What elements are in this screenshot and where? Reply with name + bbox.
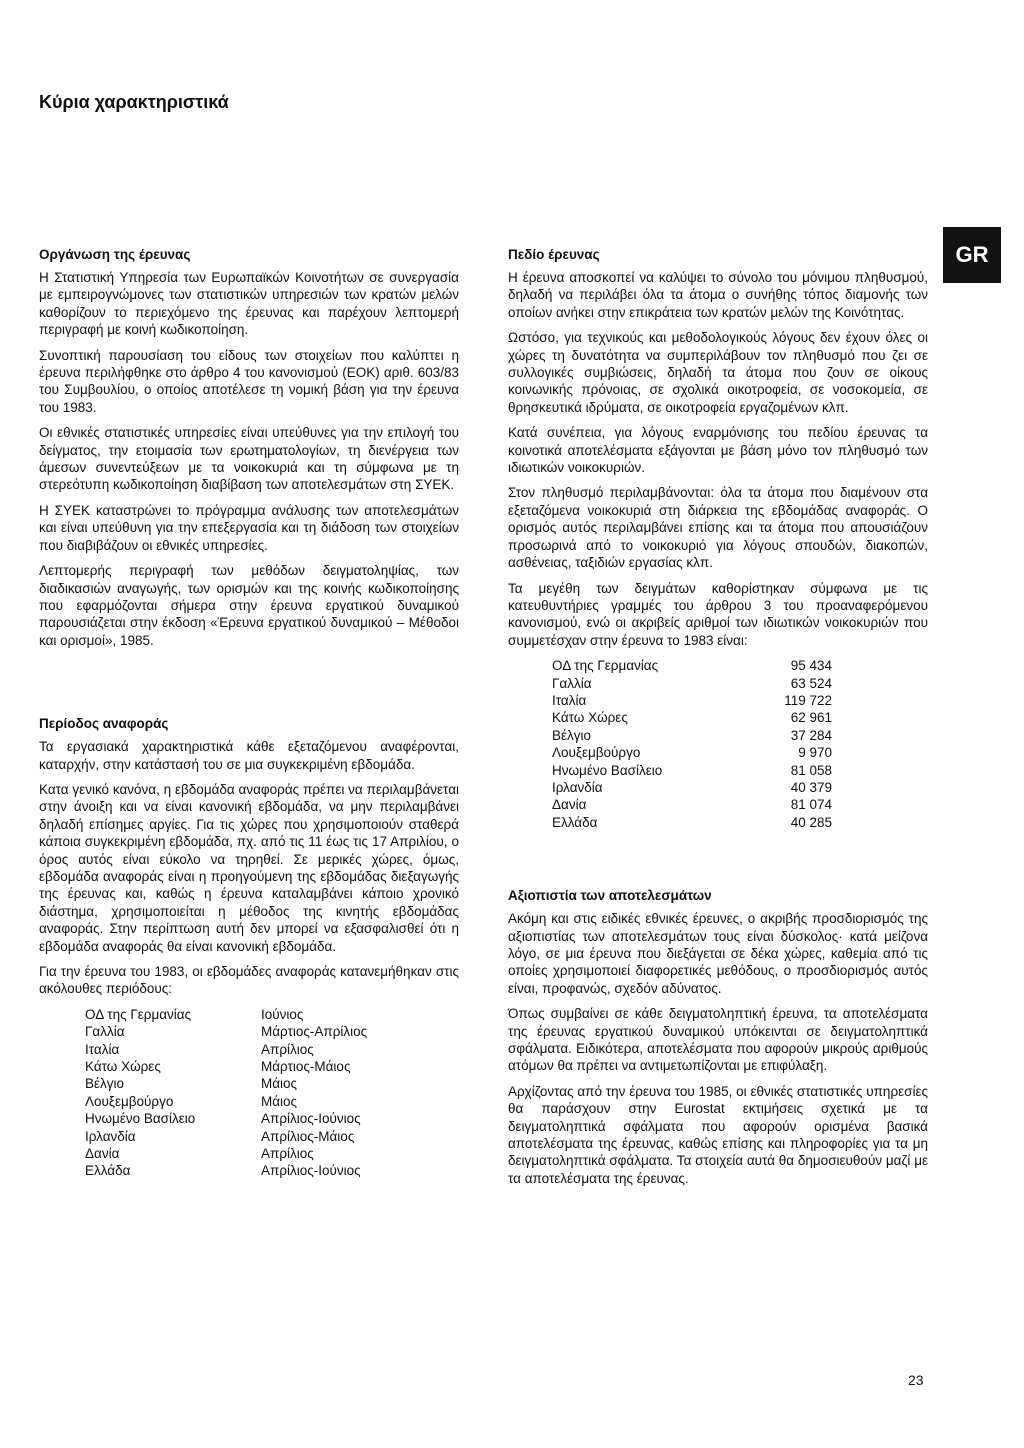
table-row (85, 1145, 367, 1162)
country-cell: Ελλάδα (85, 1163, 131, 1179)
paragraph: Λεπτομερής περιγραφή των μεθόδων δειγματοληψίας, των διαδικασιών αναγωγής, των ορισμών και της κοινής κωδικοποίησης που εφαρμόζονται σήμερα στην έρευνα εργατικού δυναμικού παρουσιάζεται στην έκδοση «Έρευνα εργατικού δυναμικού – Μέθοδοι και ορισμοί», 1985. (39, 563, 459, 648)
paragraph: Τα μεγέθη των δειγμάτων καθορίστηκαν σύμφωνα με τις κατευθυντήριες γραμμές του άρθρου 3 του προαναφερόμενου κανονισμού, ενώ οι ακριβείς αριθμοί των ιδιωτικών νοικοκυριών που συμμετέσχαν στην έρευνα το 1983 είναι: (508, 580, 928, 648)
period-cell: Ιούνιος (261, 1006, 304, 1022)
households-cell: 9 970 (798, 745, 832, 761)
paragraph: Η Στατιστική Υπηρεσία των Ευρωπαϊκών Κοινοτήτων σε συνεργασία με εμπειρογνώμονες των στατιστικών υπηρεσιών των κρατών μελών καθορίζουν το περιεχόμενο της έρευνας και παρέχουν λεπτομερή περιγραφή με κοινή κωδικοποίηση. (39, 270, 459, 338)
paragraph: Ωστόσο, για τεχνικούς και μεθοδολογικούς λόγους δεν έχουν όλες οι χώρες τη δυνατότητα να συμπεριλάβουν τον πληθυσμό που ζει σε συλλογικές συμβιώσεις, δηλαδή τα άτομα που ζουν σε οίκους κοινωνικής πρόνοιας, σε σχολικά οικοτροφεία, σε νοσοκομεία, σε θρησκευτικά ιδρύματα, σε οικοτροφεία εργαζομένων κλπ. (508, 330, 928, 415)
table-row (85, 1162, 367, 1179)
country-cell: ΟΔ της Γερμανίας (85, 1006, 192, 1022)
paragraph: Κατα γενικό κανόνα, η εβδομάδα αναφοράς πρέπει να περιλαμβάνεται στην άνοιξη και να είναι κανονική εβδομάδα, να μην περιλαμβάνει δηλαδή επίσημες αργίες. Για τις χώρες που χρησιμοποιούν σταθερά κάποια συγκεκριμένη εβδομάδα, πχ. από τις 11 έως τις 17 Απριλίου, ο όρος αυτός είναι εύκολο να τηρηθεί. Σε μερικές χώρες, όμως, εβδομάδα αναφοράς είναι η προηγούμενη της εβδομάδας διεξαγωγής της έρευνας και, καθώς η έρευνα καταλαμβάνει κάποιο χρονικό διάστημα, χρησιμοποιείται η μέθοδος της κινητής εβδομάδας αναφοράς. Στην περίπτωση αυτή δεν μπορεί να εξασφαλισθεί ότι η εβδομάδα αναφοράς θα είναι κανονική εβδομάδα. (39, 781, 459, 954)
households-cell: 81 058 (790, 762, 832, 778)
table-row (85, 1058, 367, 1075)
country-cell: ΟΔ της Γερμανίας (552, 658, 659, 674)
paragraph: Για την έρευνα του 1983, οι εβδομάδες αναφοράς κατανεμήθηκαν στις ακόλουθες περιόδους: (39, 964, 459, 997)
country-cell: Βέλγιο (85, 1076, 125, 1092)
country-cell: Ιρλανδία (85, 1128, 136, 1144)
paragraph: Όπως συμβαίνει σε κάθε δειγματοληπτική έρευνα, τα αποτελέσματα της έρευνας εργατικού δυναμικού υπόκεινται σε δειγματοληπτικά σφάλματα. Ειδικότερα, αποτελέσματα που αφορούν μικρούς αριθμούς ατόμων θα πρέπει να αντιμετωπίζονται με επιφύλαξη. (508, 1006, 928, 1074)
country-cell: Κάτω Χώρες (85, 1059, 161, 1075)
table-row (85, 1128, 367, 1145)
paragraph: Ακόμη και στις ειδικές εθνικές έρευνες, ο ακριβής προσδιορισμός της αξιοπιστίας των αποτελεσμάτων τους είναι δύσκολος· κατά μείζονα λόγο, σε μια έρευνα που διεξάγεται σε δέκα χώρες, καθεμία από τις οποίες χρησιμοποιεί διαφορετικές μεθόδους, ο προσδιορισμός αυτός είναι, προφανώς, σχεδόν αδύνατος. (508, 911, 928, 996)
table-row (552, 692, 832, 709)
country-cell: Ιταλία (552, 692, 587, 708)
households-cell: 40 379 (790, 779, 832, 795)
table-row (552, 709, 832, 726)
country-cell: Ελλάδα (552, 814, 598, 830)
country-cell: Ηνωμένο Βασίλειο (85, 1111, 196, 1127)
paragraph: Αρχίζοντας από την έρευνα του 1985, οι εθνικές στατιστικές υπηρεσίες θα παράσχουν στην Eurostat εκτιμήσεις σχετικά με τα δειγματοληπτικά σφάλματα που αφορούν ορισμένα βασικά αποτελέσματα της έρευνας, καθώς επίσης και πληροφορίες για τα μη δειγματοληπτικά σφάλματα. Τα στοιχεία αυτά θα δημοσιευθούν μαζί με τα αποτελέσματα της έρευνας. (508, 1083, 928, 1186)
paragraph: Συνοπτική παρουσίαση του είδους των στοιχείων που καλύπτει η έρευνα περιλήφθηκε στο άρθρο 4 του κανονισμού (ΕΟΚ) αριθ. 603/83 του Συμβουλίου, ο οποίος αποτέλεσε τη νομική βάση για την έρευνα του 1983. (39, 347, 459, 415)
table-row (85, 1093, 367, 1110)
households-cell: 40 285 (790, 814, 832, 830)
page-title: Κύρια χαρακτηριστικά (39, 92, 229, 112)
table-row (552, 796, 832, 813)
table-row (552, 675, 832, 692)
country-cell: Γαλλία (85, 1024, 125, 1040)
paragraph: Κατά συνέπεια, για λόγους εναρμόνισης του πεδίου έρευνας τα κοινοτικά αποτελέσματα εξάγονται με βάση μόνο τον πληθυσμό των ιδιωτικών νοικοκυριών. (508, 425, 928, 476)
country-cell: Βέλγιο (552, 727, 592, 743)
households-cell: 62 961 (790, 710, 832, 726)
paragraph: Στον πληθυσμό περιλαμβάνονται: όλα τα άτομα που διαμένουν στα εξεταζόμενα νοικοκυριά στη διάρκεια της εβδομάδας αναφοράς. Ο ορισμός αυτός περιλαμβάνει επίσης και τα άτομα που απουσιάζουν προσωρινά από το νοικοκυριό για λόγους σπουδών, διακοπών, ασθένειας, ταξιδιών εργασίας κλπ. (508, 485, 928, 571)
table-row (85, 1041, 367, 1058)
period-cell: Απρίλιος (261, 1146, 314, 1162)
country-cell: Ιταλία (85, 1041, 120, 1057)
period-cell: Μάιος (261, 1076, 298, 1092)
paragraph: Τα εργασιακά χαρακτηριστικά κάθε εξεταζόμενου αναφέρονται, καταρχήν, στην κατάστασή του σε μια συγκεκριμένη εβδομάδα. (39, 739, 459, 772)
period-cell: Μάρτιος-Μάιος (261, 1059, 351, 1075)
households-cell: 119 722 (784, 692, 832, 708)
table-row (85, 1023, 367, 1040)
period-cell: Απρίλιος-Ιούνιος (261, 1111, 361, 1127)
paragraph: Η έρευνα αποσκοπεί να καλύψει το σύνολο του μόνιμου πληθυσμού, δηλαδή να περιλάβει όλα τα άτομα ο συνήθης τόπος διαμονής των οποίων ανήκει στην επικράτεια των κρατών μελών της Κοινότητας. (508, 270, 928, 320)
sample-sizes-table (552, 657, 832, 831)
period-cell: Απρίλιος-Μάιος (261, 1128, 355, 1144)
households-cell: 81 074 (790, 797, 832, 813)
country-cell: Κάτω Χώρες (552, 710, 628, 726)
period-cell: Απρίλιος (261, 1041, 314, 1057)
left-column (39, 246, 459, 1180)
page-number: 23 (908, 1372, 924, 1388)
section-heading-reference-period: Περίοδος αναφοράς (39, 716, 169, 732)
country-cell: Ηνωμένο Βασίλειο (552, 762, 663, 778)
country-cell: Δανία (85, 1146, 120, 1162)
section-heading-organisation: Οργάνωση της έρευνας (39, 247, 191, 262)
section-heading-reliability: Αξιοπιστία των αποτελεσμάτων (508, 888, 712, 904)
reference-periods-table (85, 1006, 367, 1180)
right-column (508, 246, 928, 1195)
period-cell: Απρίλιος-Ιούνιος (261, 1163, 361, 1179)
table-row (85, 1110, 367, 1127)
table-row (552, 779, 832, 796)
country-cell: Λουξεμβούργο (85, 1093, 174, 1109)
households-cell: 63 524 (790, 675, 832, 691)
paragraph: Η ΣΥΕΚ καταστρώνει το πρόγραμμα ανάλυσης των αποτελεσμάτων και είναι υπεύθυνη για την επεξεργασία και τη διάδοση των στοιχείων που διαβιβάζουν οι εθνικές υπηρεσίες. (39, 502, 459, 553)
language-tab: GR (943, 227, 1001, 283)
section-heading-field: Πεδίο έρευνας (508, 247, 600, 262)
period-cell: Μάρτιος-Απρίλιος (261, 1024, 368, 1040)
paragraph: Οι εθνικές στατιστικές υπηρεσίες είναι υπεύθυνες για την επιλογή του δείγματος, την ετοιμασία των ερωτηματολογίων, τη διενέργεια των άμεσων συνεντεύξεων με τα νοικοκυριά και τη σύμφωνα με τη στερεότυπη κωδικοποίηση διαβίβαση των αποτελεσμάτων στη ΣΥΕΚ. (39, 425, 459, 493)
table-row (85, 1006, 367, 1023)
period-cell: Μάιος (261, 1093, 298, 1109)
country-cell: Λουξεμβούργο (552, 745, 641, 761)
table-row (552, 657, 832, 674)
table-row (552, 727, 832, 744)
country-cell: Ιρλανδία (552, 779, 603, 795)
table-row (552, 814, 832, 831)
households-cell: 95 434 (790, 658, 832, 674)
country-cell: Δανία (552, 797, 587, 813)
households-cell: 37 284 (790, 727, 832, 743)
table-row (85, 1075, 367, 1092)
country-cell: Γαλλία (552, 675, 592, 691)
table-row (552, 744, 832, 761)
table-row (552, 762, 832, 779)
